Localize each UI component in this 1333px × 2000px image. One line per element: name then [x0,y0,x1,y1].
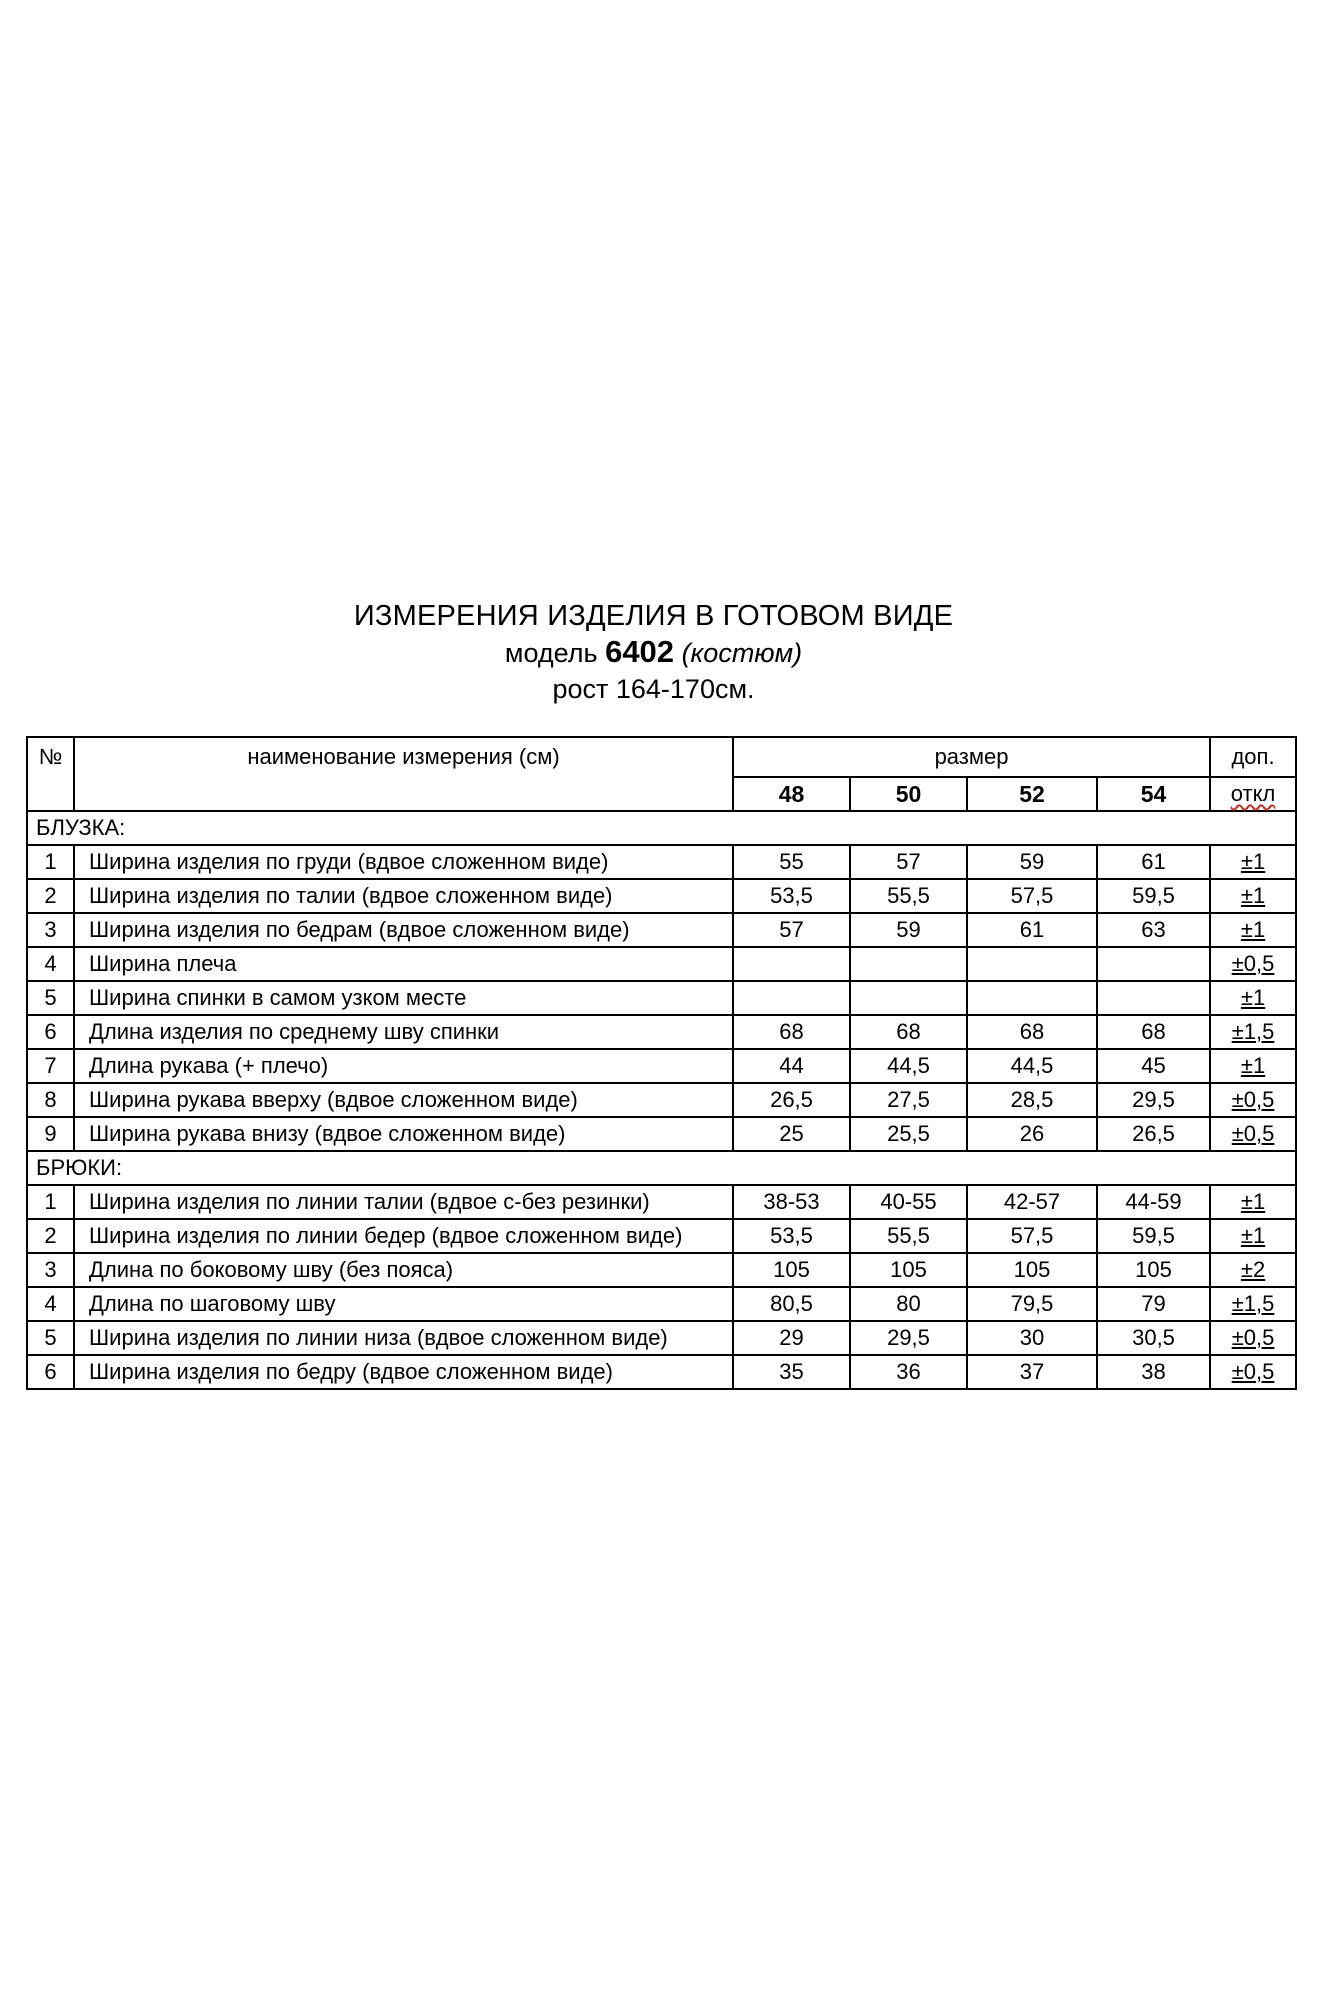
row-number: 4 [27,947,74,981]
measurement-name: Ширина изделия по талии (вдвое сложенном виде) [74,879,733,913]
measurement-name: Ширина изделия по бедрам (вдвое сложенном виде) [74,913,733,947]
size-value-54: 26,5 [1097,1117,1210,1151]
size-value-50: 27,5 [850,1083,967,1117]
size-value-50: 40-55 [850,1185,967,1219]
tolerance-value: ±1 [1240,1053,1266,1078]
size-value-54: 44-59 [1097,1185,1210,1219]
size-value-48 [733,981,850,1015]
size-value-48: 53,5 [733,1219,850,1253]
size-value-50: 55,5 [850,879,967,913]
tolerance-value: ±1 [1240,1223,1266,1248]
section-title: БЛУЗКА: [27,811,1296,845]
measurement-name: Длина изделия по среднему шву спинки [74,1015,733,1049]
size-value-52: 26 [967,1117,1097,1151]
size-value-52: 37 [967,1355,1097,1389]
height-range: рост 164-170см. [552,674,755,704]
size-value-48 [733,947,850,981]
size-value-52: 28,5 [967,1083,1097,1117]
tolerance-value: ±2 [1240,1257,1266,1282]
tolerance-value: ±1 [1240,1189,1266,1214]
size-value-50: 55,5 [850,1219,967,1253]
size-value-48: 68 [733,1015,850,1049]
row-number: 2 [27,879,74,913]
size-value-48: 55 [733,845,850,879]
measurement-name: Ширина изделия по линии талии (вдвое с-без резинки) [74,1185,733,1219]
table-header-row [27,737,1296,777]
document-header [0,598,1307,707]
measurement-name: Длина по боковому шву (без пояса) [74,1253,733,1287]
size-value-52 [967,981,1097,1015]
size-value-54: 68 [1097,1015,1210,1049]
measurement-name: Длина рукава (+ плечо) [74,1049,733,1083]
size-value-50: 25,5 [850,1117,967,1151]
tolerance-value: ±1 [1240,917,1266,942]
tolerance-value: ±0,5 [1231,1359,1275,1384]
size-54: 54 [1097,777,1210,811]
row-number: 7 [27,1049,74,1083]
table-row [27,1015,1296,1049]
size-value-48: 26,5 [733,1083,850,1117]
tolerance-value: ±0,5 [1231,1325,1275,1350]
size-value-54: 79 [1097,1287,1210,1321]
table-row [27,845,1296,879]
document-title: ИЗМЕРЕНИЯ ИЗДЕЛИЯ В ГОТОВОМ ВИДЕ [353,600,954,632]
header-tolerance-sub [1210,777,1296,811]
table-row [27,1185,1296,1219]
row-number: 8 [27,1083,74,1117]
tolerance-cell [1210,1117,1296,1151]
measurement-name: Ширина изделия по линии бедер (вдвое сложенном виде) [74,1219,733,1253]
row-number: 3 [27,913,74,947]
table-row [27,1083,1296,1117]
table-row [27,1253,1296,1287]
tolerance-value: ±0,5 [1231,1087,1275,1112]
size-value-52: 57,5 [967,1219,1097,1253]
tolerance-cell [1210,845,1296,879]
tolerance-cell [1210,1219,1296,1253]
measurement-table [26,736,1297,1390]
size-value-50: 29,5 [850,1321,967,1355]
size-value-50: 57 [850,845,967,879]
size-value-48: 38-53 [733,1185,850,1219]
table-row [27,947,1296,981]
header-number: № [27,737,74,811]
tolerance-cell [1210,1355,1296,1389]
size-value-54: 30,5 [1097,1321,1210,1355]
section-title: БРЮКИ: [27,1151,1296,1185]
measurement-name: Ширина изделия по линии низа (вдвое сложенном виде) [74,1321,733,1355]
measurement-name: Длина по шаговому шву [74,1287,733,1321]
size-value-48: 80,5 [733,1287,850,1321]
size-value-50: 105 [850,1253,967,1287]
measurement-name: Ширина рукава внизу (вдвое сложенном виде) [74,1117,733,1151]
tolerance-cell [1210,1253,1296,1287]
row-number: 5 [27,1321,74,1355]
size-value-52: 30 [967,1321,1097,1355]
size-value-52: 59 [967,845,1097,879]
tolerance-cell [1210,1015,1296,1049]
table-row [27,879,1296,913]
size-value-52: 105 [967,1253,1097,1287]
row-number: 1 [27,845,74,879]
tolerance-value: ±1 [1240,883,1266,908]
table-row [27,981,1296,1015]
tolerance-value: ±1 [1240,849,1266,874]
size-value-52 [967,947,1097,981]
row-number: 1 [27,1185,74,1219]
section-row [27,811,1296,845]
section-row [27,1151,1296,1185]
size-value-48: 29 [733,1321,850,1355]
size-value-50: 59 [850,913,967,947]
tolerance-cell [1210,1287,1296,1321]
size-value-54: 38 [1097,1355,1210,1389]
tolerance-value: ±1 [1240,985,1266,1010]
table-row [27,913,1296,947]
row-number: 6 [27,1355,74,1389]
measurement-name: Ширина изделия по бедру (вдвое сложенном виде) [74,1355,733,1389]
table-row [27,1117,1296,1151]
size-value-54: 59,5 [1097,1219,1210,1253]
size-value-54: 59,5 [1097,879,1210,913]
size-52: 52 [967,777,1097,811]
size-value-52: 68 [967,1015,1097,1049]
size-value-52: 61 [967,913,1097,947]
size-value-50: 44,5 [850,1049,967,1083]
tolerance-value: ±0,5 [1231,1121,1275,1146]
tolerance-cell [1210,1185,1296,1219]
row-number: 3 [27,1253,74,1287]
size-value-50 [850,947,967,981]
measurement-name: Ширина рукава вверху (вдвое сложенном виде) [74,1083,733,1117]
tolerance-cell [1210,879,1296,913]
model-number: 6402 [605,634,675,669]
size-value-52: 79,5 [967,1287,1097,1321]
size-value-48: 53,5 [733,879,850,913]
tolerance-value: ±1,5 [1231,1019,1275,1044]
size-value-54: 45 [1097,1049,1210,1083]
size-value-54: 61 [1097,845,1210,879]
header-size: размер [733,737,1210,777]
tolerance-cell [1210,1049,1296,1083]
tolerance-cell [1210,1083,1296,1117]
measurement-name: Ширина спинки в самом узком месте [74,981,733,1015]
row-number: 9 [27,1117,74,1151]
tolerance-value: ±0,5 [1231,951,1275,976]
size-value-50: 36 [850,1355,967,1389]
size-value-54 [1097,981,1210,1015]
model-line [0,634,1307,671]
size-value-54: 105 [1097,1253,1210,1287]
tolerance-value: ±1,5 [1231,1291,1275,1316]
table-row [27,1355,1296,1389]
size-value-48: 25 [733,1117,850,1151]
tolerance-cell [1210,1321,1296,1355]
size-value-48: 44 [733,1049,850,1083]
size-value-52: 57,5 [967,879,1097,913]
size-value-50: 68 [850,1015,967,1049]
size-value-48: 57 [733,913,850,947]
tolerance-cell [1210,913,1296,947]
header-tolerance: доп. [1210,737,1296,777]
size-value-48: 105 [733,1253,850,1287]
table-row [27,1321,1296,1355]
table-row [27,1219,1296,1253]
size-value-54: 29,5 [1097,1083,1210,1117]
tolerance-cell [1210,947,1296,981]
model-prefix: модель [504,638,598,668]
row-number: 5 [27,981,74,1015]
size-50: 50 [850,777,967,811]
size-value-50: 80 [850,1287,967,1321]
row-number: 4 [27,1287,74,1321]
measurement-name: Ширина изделия по груди (вдвое сложенном виде) [74,845,733,879]
table-row [27,1049,1296,1083]
size-value-52: 42-57 [967,1185,1097,1219]
table-row [27,1287,1296,1321]
size-value-52: 44,5 [967,1049,1097,1083]
row-number: 6 [27,1015,74,1049]
size-value-54: 63 [1097,913,1210,947]
tolerance-cell [1210,981,1296,1015]
size-value-50 [850,981,967,1015]
row-number: 2 [27,1219,74,1253]
tolerance-sub-label: откл [1230,781,1276,806]
model-type: (костюм) [681,638,803,668]
header-measurement-name: наименование измерения (см) [74,737,733,811]
size-value-48: 35 [733,1355,850,1389]
measurement-name: Ширина плеча [74,947,733,981]
size-48: 48 [733,777,850,811]
size-value-54 [1097,947,1210,981]
